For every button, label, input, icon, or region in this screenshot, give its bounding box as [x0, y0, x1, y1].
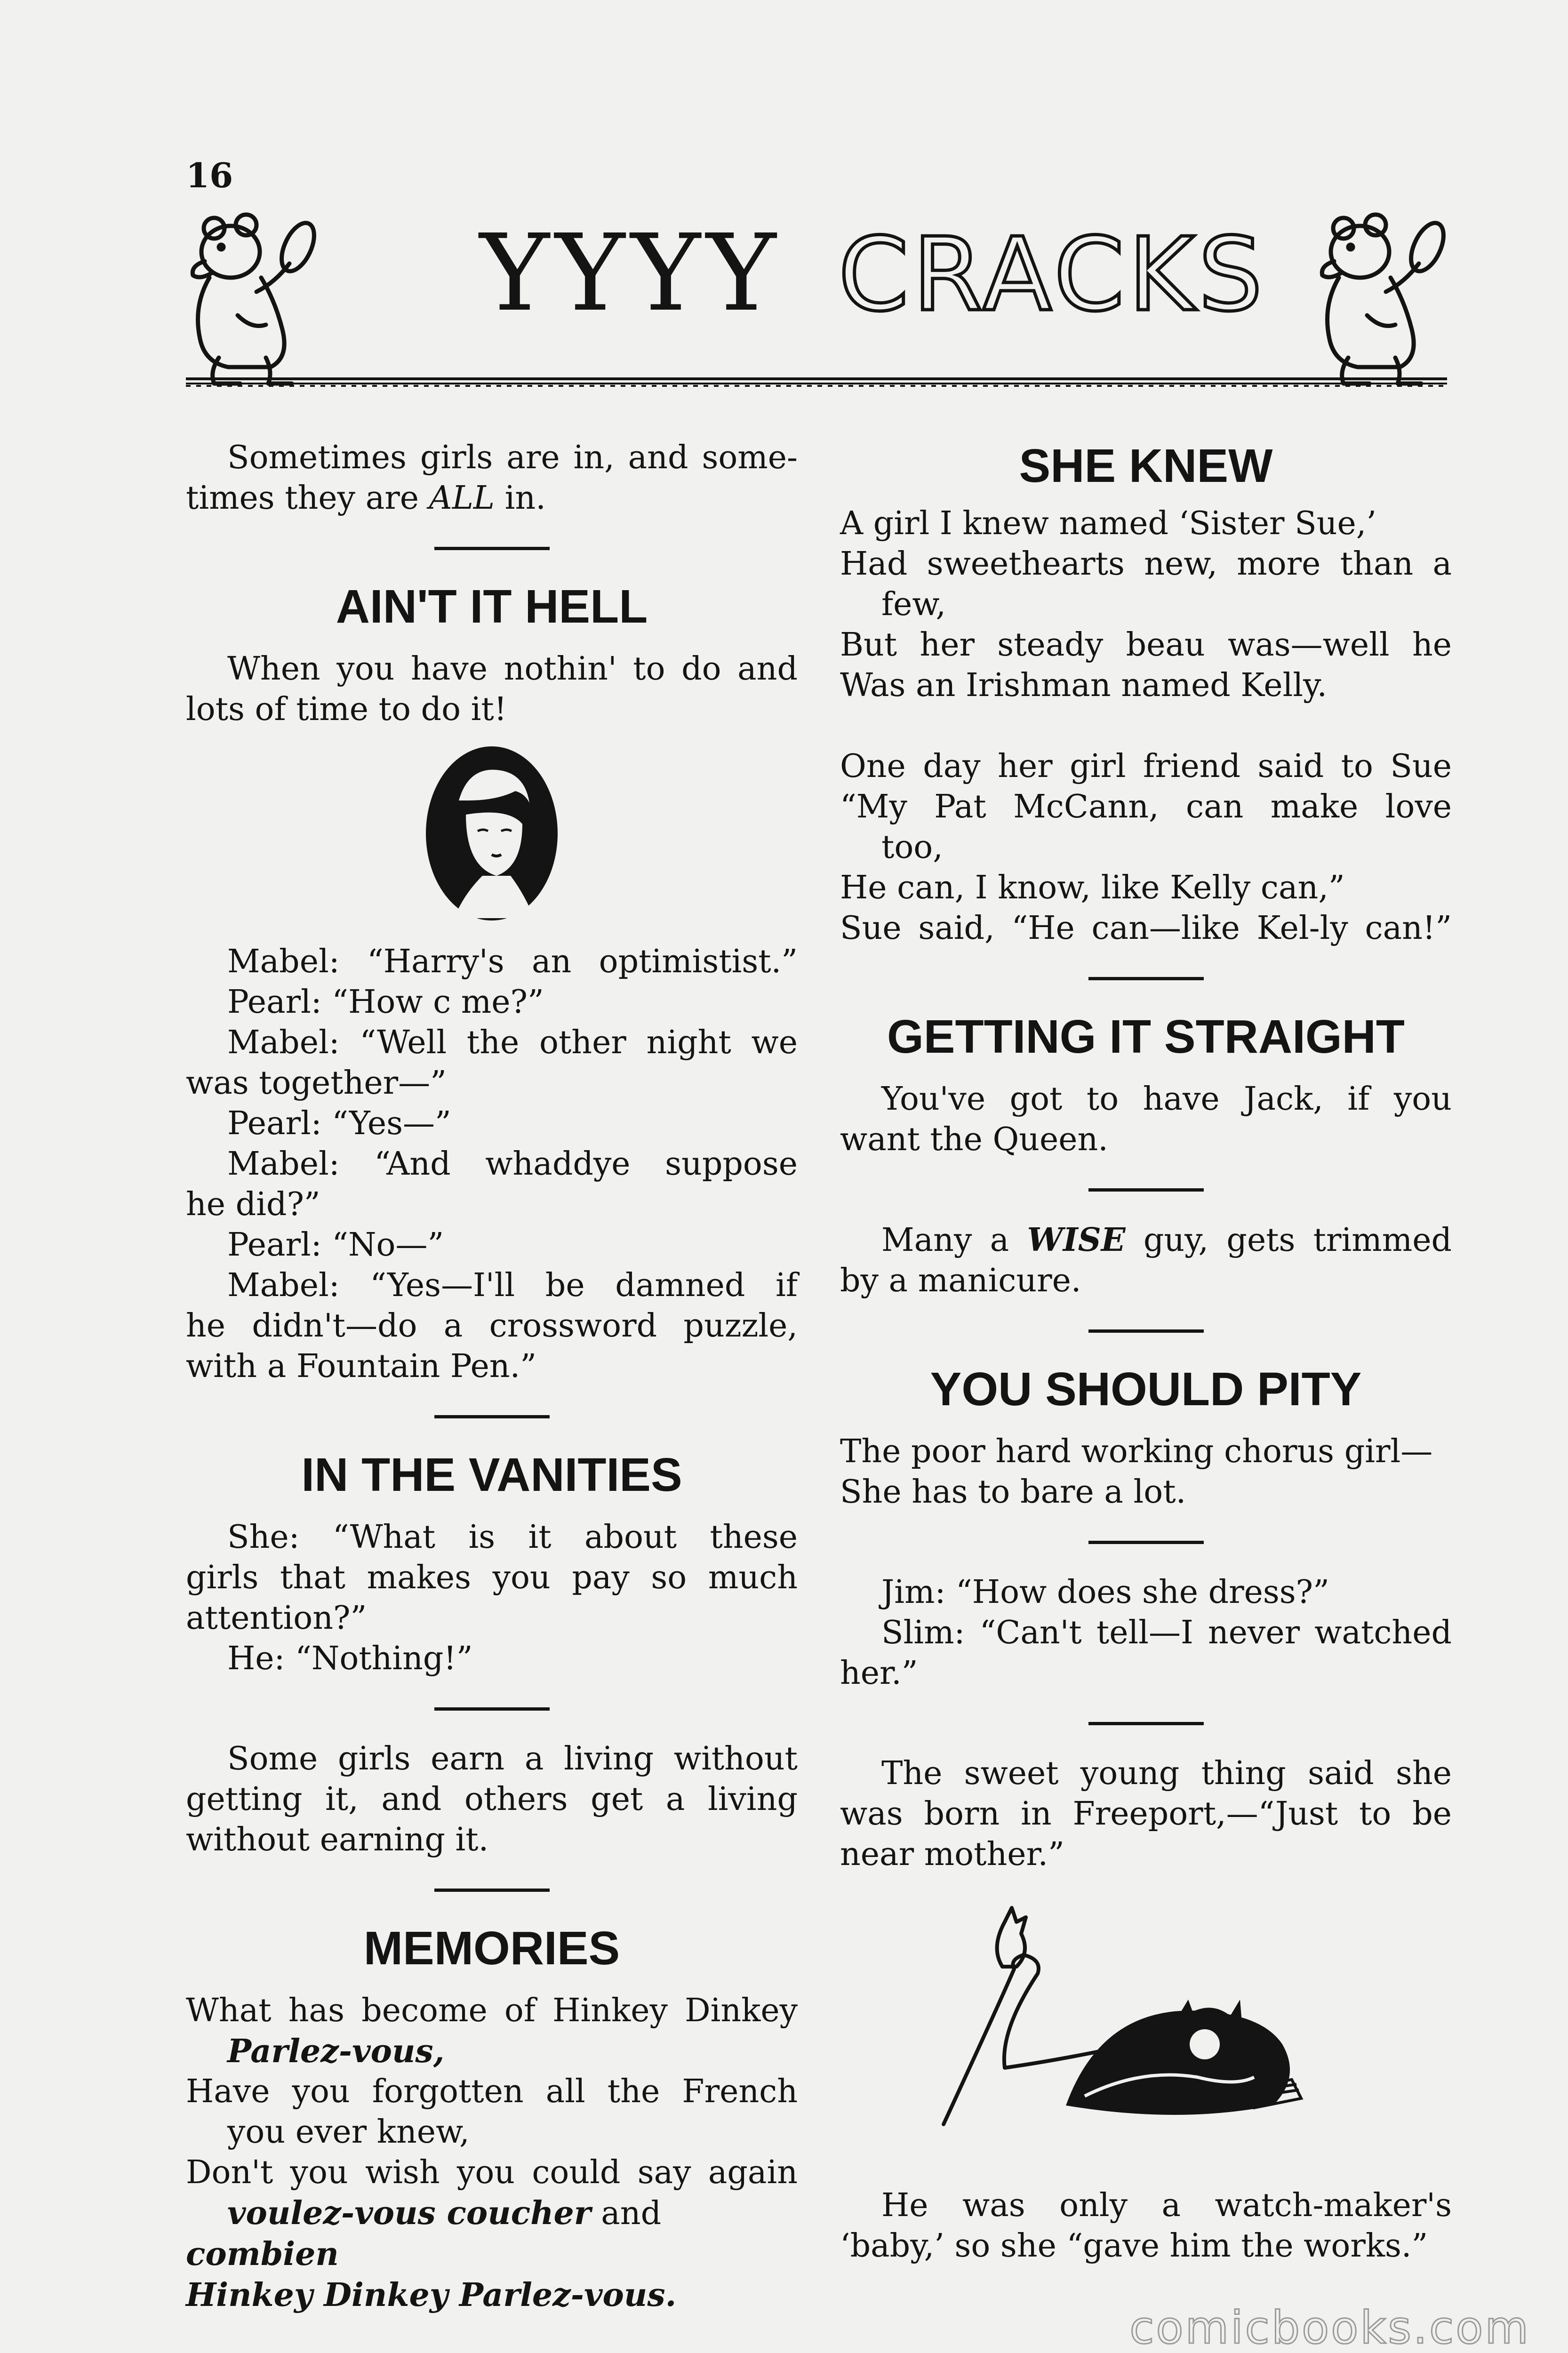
verse-line: you ever knew, — [227, 2113, 470, 2151]
dialogue-line: he didn't—do a crossword puzzle, — [186, 1307, 798, 1345]
masthead-word-cracks: CRACKS — [838, 216, 1266, 334]
section-divider — [1088, 1722, 1204, 1725]
flapper-portrait-illustration — [421, 744, 562, 923]
verse-line: One day her girl friend said to Sue — [840, 748, 1452, 785]
dialogue-line: Pearl: “No—” — [227, 1226, 444, 1264]
dialogue-line: Mabel: “And whaddye suppose — [227, 1145, 798, 1183]
text-line: She has to bare a lot. — [840, 1473, 1186, 1511]
masthead-word-yyyy: YYYY — [480, 212, 782, 335]
dialogue-line: with a Fountain Pen.” — [186, 1348, 536, 1385]
dialogue-line: Mabel: “Well the other night we — [227, 1024, 798, 1061]
verse-line: He can, I know, like Kelly can,” — [840, 869, 1345, 906]
masthead-divider — [186, 376, 1447, 390]
dialogue-line: he did?” — [186, 1186, 320, 1223]
section-title-she-knew: SHE KNEW — [1019, 440, 1273, 492]
intro-line: times they are ALL in. — [186, 480, 546, 517]
section-divider — [434, 1707, 550, 1711]
dialogue-line: Pearl: “Yes—” — [227, 1105, 451, 1142]
verse-line: too, — [881, 829, 943, 866]
verse-line: Parlez-vous, — [227, 2033, 445, 2070]
section-divider — [434, 547, 550, 550]
text-line: lots of time to do it! — [186, 691, 507, 728]
dialogue-line: her.” — [840, 1655, 918, 1692]
section-title-in-the-vanities: IN THE VANITIES — [301, 1449, 682, 1501]
masthead-title — [449, 212, 1296, 335]
verse-line: Have you forgotten all the French — [186, 2073, 798, 2110]
verse-line: But her steady beau was—well he — [840, 626, 1452, 664]
dialogue-line: girls that makes you pay so much — [186, 1559, 798, 1596]
dialogue-line: Slim: “Can't tell—I never watched — [881, 1614, 1452, 1651]
text-line: You've got to have Jack, if you — [881, 1080, 1452, 1118]
verse-line: Sue said, “He can—like Kel-ly can!” — [840, 910, 1452, 947]
section-title-getting-it-straight: GETTING IT STRAIGHT — [887, 1010, 1405, 1063]
verse-line: voulez-vous coucher and combien — [186, 2194, 662, 2273]
dialogue-line: Pearl: “How c me?” — [227, 984, 544, 1021]
dialogue-line: Mabel: “Harry's an optimistist.” — [227, 943, 798, 980]
section-title-memories: MEMORIES — [363, 1922, 620, 1975]
section-divider — [1088, 1329, 1204, 1333]
text-line: getting it, and others get a living — [186, 1781, 798, 1818]
text-line: Many a WISE guy, gets trimmed — [881, 1221, 1452, 1259]
dialogue-line: Jim: “How does she dress?” — [881, 1574, 1329, 1611]
verse-line: What has become of Hinkey Dinkey — [186, 1992, 798, 2029]
dialogue-line: He: “Nothing!” — [227, 1640, 473, 1677]
text-line: was born in Freeport,—“Just to be — [840, 1795, 1452, 1833]
text-line: ‘baby,’ so she “gave him the works.” — [840, 2227, 1428, 2265]
text-line: The poor hard working chorus girl— — [840, 1433, 1433, 1470]
left-column — [186, 438, 798, 2315]
section-title-aint-it-hell: AIN'T IT HELL — [336, 580, 648, 633]
verse-line: Hinkey Dinkey Parlez-vous. — [186, 2276, 677, 2314]
text-line: Some girls earn a living without — [227, 1740, 798, 1777]
right-column — [840, 438, 1452, 2266]
text-line: He was only a watch-maker's — [881, 2187, 1452, 2224]
text-line: The sweet young thing said she — [881, 1755, 1452, 1792]
dialogue-line: She: “What is it about these — [227, 1519, 798, 1556]
section-divider — [434, 1889, 550, 1892]
verse-line: Was an Irishman named Kelly. — [840, 667, 1328, 704]
section-title-you-should-pity: YOU SHOULD PITY — [930, 1363, 1362, 1416]
bear-holding-mirror-icon — [186, 202, 318, 391]
section-divider — [434, 1415, 550, 1418]
intro-line: Sometimes girls are in, and some- — [227, 439, 798, 476]
masthead — [186, 202, 1447, 400]
verse-line: few, — [881, 586, 946, 623]
dialogue-line: was together—” — [186, 1064, 447, 1102]
section-divider — [1088, 977, 1204, 980]
page-number: 16 — [186, 155, 233, 195]
text-line: near mother.” — [840, 1836, 1064, 1873]
dialogue-line: Mabel: “Yes—I'll be damned if — [227, 1267, 798, 1304]
dialogue-line: attention?” — [186, 1600, 367, 1637]
verse-line: “My Pat McCann, can make love — [840, 788, 1452, 825]
section-divider — [1088, 1541, 1204, 1544]
verse-line: Don't you wish you could say again — [186, 2154, 798, 2191]
text-line: without earning it. — [186, 1821, 489, 1858]
section-divider — [1088, 1188, 1204, 1192]
verse-line: Had sweethearts new, more than a — [840, 545, 1452, 583]
text-line: by a manicure. — [840, 1262, 1081, 1299]
text-line: When you have nothin' to do and — [227, 650, 798, 688]
bear-holding-mirror-icon — [1315, 202, 1447, 391]
verse-line: A girl I knew named ‘Sister Sue,’ — [840, 505, 1376, 542]
text-line: want the Queen. — [840, 1121, 1108, 1158]
watermark: comicbooks.com — [1129, 2302, 1530, 2353]
reclining-girl-illustration — [887, 1903, 1405, 2167]
